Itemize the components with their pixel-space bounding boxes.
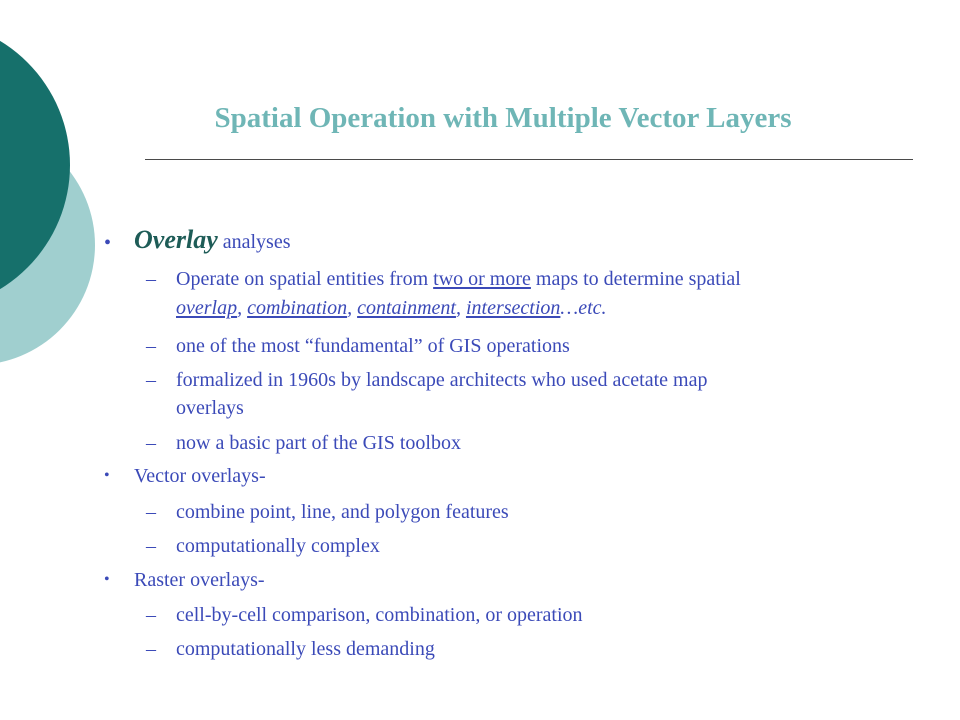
slide-title: Spatial Operation with Multiple Vector Layers bbox=[214, 102, 792, 134]
sub-item-cell-by-cell: cell-by-cell comparison, combination, or operation bbox=[176, 604, 583, 626]
combination-term: combination bbox=[247, 297, 348, 319]
bullet-dot: • bbox=[104, 232, 112, 254]
sub-item-fundamental: one of the most “fundamental” of GIS operations bbox=[176, 335, 570, 357]
sub-item-combine: combine point, line, and polygon features bbox=[176, 501, 509, 523]
dash-marker: – bbox=[146, 604, 156, 626]
text-segment: maps to determine spatial bbox=[530, 268, 741, 290]
dash-marker: – bbox=[146, 535, 156, 557]
sub-item-toolbox: now a basic part of the GIS toolbox bbox=[176, 432, 461, 454]
bullet-overlay-analyses bbox=[134, 225, 291, 255]
corner-decoration bbox=[0, 0, 140, 400]
overlap-term: overlap bbox=[176, 297, 238, 319]
etc-text: …etc. bbox=[560, 297, 607, 319]
intersection-term: intersection bbox=[465, 297, 561, 319]
separator: , bbox=[347, 297, 358, 319]
overlay-rest: analyses bbox=[217, 231, 291, 253]
title-divider bbox=[145, 159, 913, 160]
two-or-more-text: two or more bbox=[433, 268, 531, 290]
sub-item-operate-line1 bbox=[176, 268, 741, 291]
bullet-vector-overlays: Vector overlays- bbox=[134, 465, 266, 487]
sub-item-formalized-line2: overlays bbox=[176, 397, 244, 419]
dash-marker: – bbox=[146, 501, 156, 523]
sub-item-operate-line2 bbox=[176, 297, 607, 320]
separator: , bbox=[455, 297, 466, 319]
dash-marker: – bbox=[146, 335, 156, 357]
dash-marker: – bbox=[146, 369, 156, 391]
dash-marker: – bbox=[146, 268, 156, 290]
dash-marker: – bbox=[146, 432, 156, 454]
text-segment: Operate on spatial entities from bbox=[176, 268, 434, 290]
bullet-raster-overlays: Raster overlays- bbox=[134, 569, 265, 591]
containment-term: containment bbox=[357, 297, 456, 319]
overlay-term: Overlay bbox=[134, 225, 218, 254]
bullet-dot: • bbox=[104, 571, 110, 588]
sub-item-complex: computationally complex bbox=[176, 535, 380, 557]
bullet-dot: • bbox=[104, 467, 110, 484]
dash-marker: – bbox=[146, 638, 156, 660]
sub-item-formalized-line1: formalized in 1960s by landscape architects who used acetate map bbox=[176, 369, 708, 391]
sub-item-less-demanding: computationally less demanding bbox=[176, 638, 435, 660]
separator: , bbox=[237, 297, 248, 319]
